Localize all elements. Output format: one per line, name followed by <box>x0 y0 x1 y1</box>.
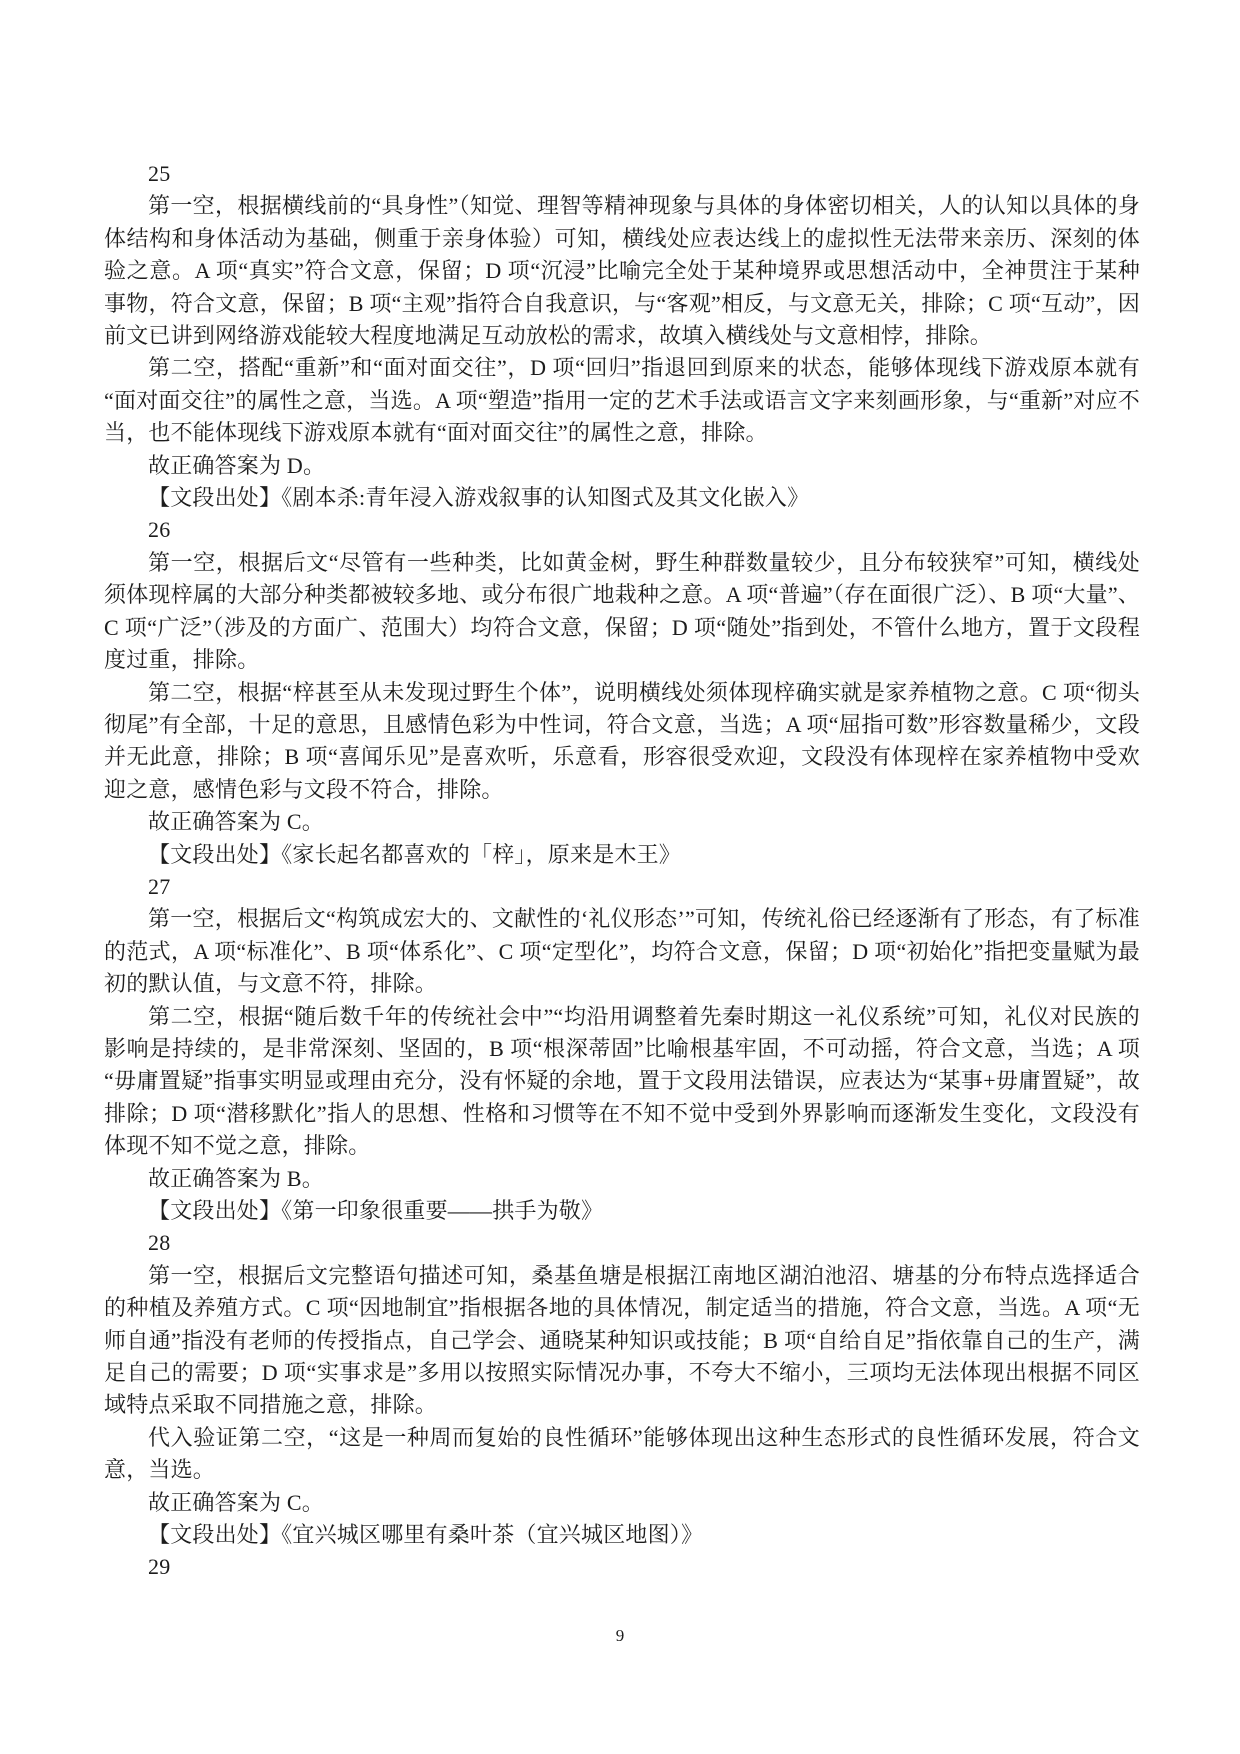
explanation-paragraph: 第一空，根据横线前的“具身性”（知觉、理智等精神现象与具体的身体密切相关，人的认知以具体的身体结构和身体活动为基础，侧重于亲身体验）可知，横线处应表达线上的虚拟性无法带来亲历、深刻的体验之意。A 项“真实”符合文意，保留；D 项“沉浸”比喻完全处于某种境界或思想活动中，全神贯注于某种事物，符合文意，保留；B 项“主观”指符合自我意识，与“客观”相反，与文意无关，排除；C 项“互动”，因前文已讲到网络游戏能较大程度地满足互动放松的需求，故填入横线处与文意相悖，排除。 <box>104 193 1140 349</box>
explanation-paragraph: 代入验证第二空，“这是一种周而复始的良性循环”能够体现出这种生态形式的良性循环发展，符合文意，当选。 <box>104 1424 1140 1483</box>
question-number: 29 <box>148 1554 171 1580</box>
page-number: 9 <box>615 1626 625 1645</box>
page-footer <box>0 1626 1240 1646</box>
answer-section-26 <box>104 514 1140 870</box>
source-line: 【文段出处】《家长起名都喜欢的「梓」，原来是木王》 <box>148 841 682 867</box>
explanation-paragraph: 第二空，根据“梓甚至从未发现过野生个体”，说明横线处须体现梓确实就是家养植物之意。C 项“彻头彻尾”有全部，十足的意思，且感情色彩为中性词，符合文意，当选；A 项“屈指可数”形容数量稀少，文段并无此意，排除；B 项“喜闻乐见”是喜欢听，乐意看，形容很受欢迎，文段没有体现梓在家养植物中受欢迎之意，感情色彩与文段不符合，排除。 <box>104 679 1140 802</box>
source-line: 【文段出处】《剧本杀:青年浸入游戏叙事的认知图式及其文化嵌入》 <box>148 485 810 511</box>
answer-section-25 <box>104 158 1140 514</box>
answer-line: 故正确答案为 D。 <box>148 452 326 478</box>
explanation-paragraph: 第二空，搭配“重新”和“面对面交往”，D 项“回归”指退回到原来的状态，能够体现线下游戏原本就有“面对面交往”的属性之意，当选。A 项“塑造”指用一定的艺术手法或语言文字来刻画形象，与“重新”对应不当，也不能体现线下游戏原本就有“面对面交往”的属性之意，排除。 <box>104 355 1140 446</box>
question-number: 26 <box>148 517 171 543</box>
source-line: 【文段出处】《宜兴城区哪里有桑叶茶（宜兴城区地图）》 <box>148 1522 704 1548</box>
explanation-paragraph: 第二空，根据“随后数千年的传统社会中”“均沿用调整着先秦时期这一礼仪系统”可知，礼仪对民族的影响是持续的，是非常深刻、坚固的，B 项“根深蒂固”比喻根基牢固，不可动摇，符合文意，当选；A 项“毋庸置疑”指事实明显或理由充分，没有怀疑的余地，置于文段用法错误，应表达为“某事+毋庸置疑”，故排除；D 项“潜移默化”指人的思想、性格和习惯等在不知不觉中受到外界影响而逐渐发生变化，文段没有体现不知不觉之意，排除。 <box>104 1003 1140 1159</box>
explanation-paragraph: 第一空，根据后文“尽管有一些种类，比如黄金树，野生种群数量较少，且分布较狭窄”可知，横线处须体现梓属的大部分种类都被较多地、或分布很广地栽种之意。A 项“普遍”（存在面很广泛）、B 项“大量”、C 项“广泛”（涉及的方面广、范围大）均符合文意，保留；D 项“随处”指到处，不管什么地方，置于文段程度过重，排除。 <box>104 549 1140 673</box>
source-line: 【文段出处】《第一印象很重要——拱手为敬》 <box>148 1198 604 1223</box>
answer-section-29 <box>104 1551 1140 1583</box>
answer-line: 故正确答案为 B。 <box>148 1165 324 1191</box>
answer-line: 故正确答案为 C。 <box>148 809 324 835</box>
explanation-paragraph: 第一空，根据后文“构筑成宏大的、文献性的‘礼仪形态’”可知，传统礼俗已经逐渐有了形态，有了标准的范式，A 项“标准化”、B 项“体系化”、C 项“定型化”，均符合文意，保留；D 项“初始化”指把变量赋为最初的默认值，与文意不符，排除。 <box>104 906 1140 997</box>
answer-section-28 <box>104 1227 1140 1551</box>
answer-section-27 <box>104 871 1140 1227</box>
question-number: 25 <box>148 161 171 186</box>
document-content <box>104 158 1140 1584</box>
answer-line: 故正确答案为 C。 <box>148 1489 324 1515</box>
question-number: 27 <box>148 873 171 899</box>
question-number: 28 <box>148 1230 171 1256</box>
explanation-paragraph: 第一空，根据后文完整语句描述可知，桑基鱼塘是根据江南地区湖泊池沼、塘基的分布特点选择适合的种植及养殖方式。C 项“因地制宜”指根据各地的具体情况，制定适当的措施，符合文意，当选。A 项“无师自通”指没有老师的传授指点，自己学会、通晓某种知识或技能；B 项“自给自足”指依靠自己的生产，满足自己的需要；D 项“实事求是”多用以按照实际情况办事，不夸大不缩小，三项均无法体现出根据不同区域特点采取不同措施之意，排除。 <box>104 1262 1140 1418</box>
